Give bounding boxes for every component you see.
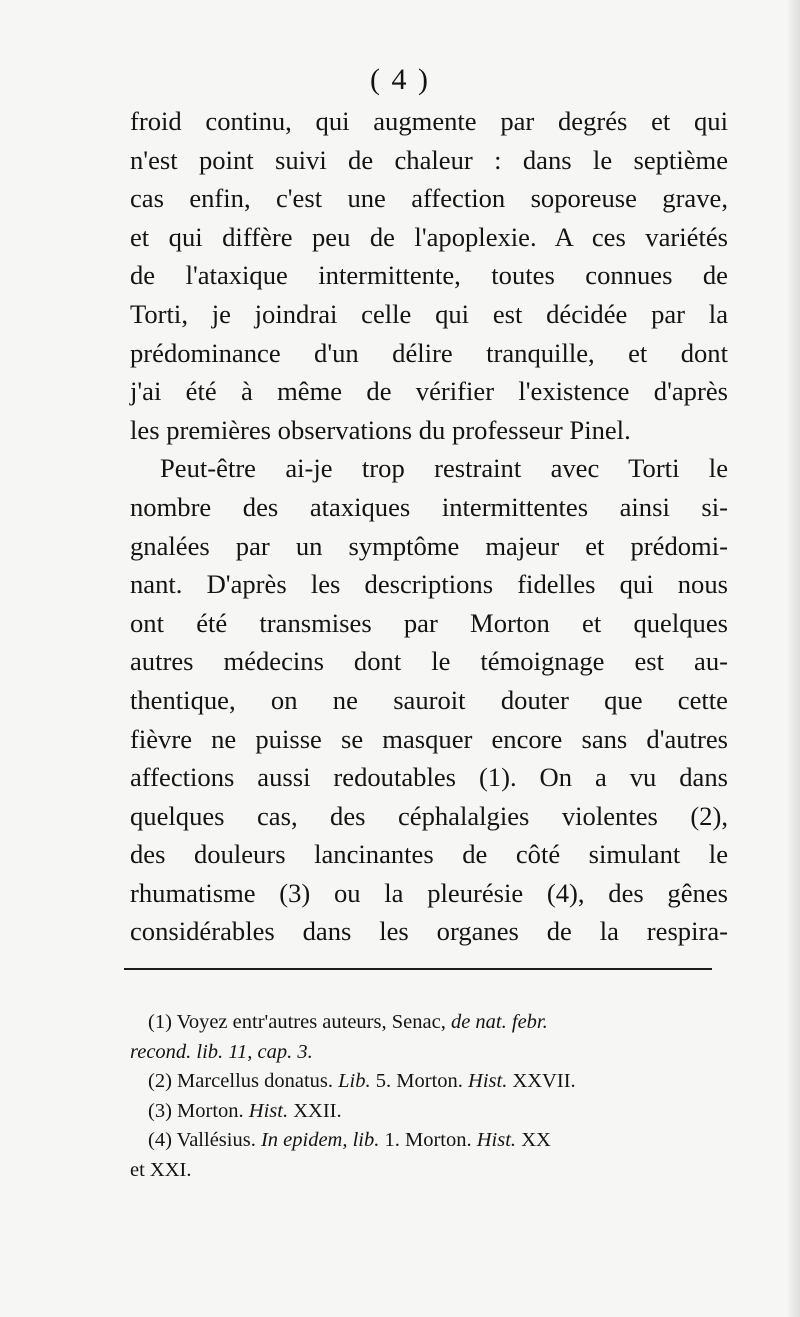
text-line: nant. D'après les descriptions fidelles qui nous <box>130 569 728 600</box>
text-line: fièvre ne puisse se masquer encore sans d'autres <box>130 723 728 754</box>
text-line: Torti, je joindrai celle qui est décidée par la <box>130 298 728 329</box>
text-line: rhumatisme (3) ou la pleurésie (4), des gênes <box>130 877 728 908</box>
footnote-1 <box>130 1008 722 1038</box>
footnote-text: Vallésius. <box>176 1129 256 1151</box>
text-line: des douleurs lancinantes de côté simulant le <box>130 839 728 870</box>
footnote-text: 1. Morton. <box>384 1129 472 1151</box>
footnote-text: Morton. <box>177 1099 244 1122</box>
text-line: les premières observations du professeur Pinel. <box>130 414 631 445</box>
footnote-marker: (4) <box>148 1129 172 1151</box>
text-line: affections aussi redoutables (1). On a vu dans <box>130 762 728 793</box>
footnote-text: XXVII. <box>512 1070 576 1092</box>
text-line: considérables dans les organes de la respira- <box>130 916 728 947</box>
footnote-italic: recond. lib. 11, cap. 3. <box>130 1040 313 1063</box>
footnote-italic: Hist. <box>476 1129 517 1151</box>
footnote-italic: Hist. <box>468 1070 508 1092</box>
footnote-italic: Lib. <box>338 1070 371 1092</box>
footnote-marker: (3) <box>148 1099 172 1122</box>
footnote-marker: (2) <box>148 1070 172 1092</box>
footnote-text: 5. Morton. <box>375 1070 463 1092</box>
text-line: froid continu, qui augmente par degrés et qui <box>130 106 728 136</box>
paragraph-start-line: Peut-être ai-je trop restraint avec Torti le <box>160 453 728 484</box>
text-line: j'ai été à même de vérifier l'existence d'après <box>130 376 728 407</box>
footnote-marker: (1) <box>148 1011 172 1033</box>
page-number: ( 4 ) <box>370 63 430 96</box>
footnote-italic: Hist. <box>248 1099 289 1122</box>
text-line: de l'ataxique intermittente, toutes connues de <box>130 260 728 291</box>
text-line: gnalées par un symptôme majeur et prédomi- <box>130 530 728 561</box>
text-line: et qui diffère peu de l'apoplexie. A ces variétés <box>130 221 728 252</box>
text-line: autres médecins dont le témoignage est au- <box>130 646 728 677</box>
footnote-italic: de nat. febr. <box>450 1011 548 1033</box>
footnote-text: Voyez entr'autres auteurs, Senac, <box>176 1011 446 1033</box>
footnote-4-continuation: et XXI. <box>130 1158 192 1181</box>
footnote-3 <box>130 1097 722 1127</box>
text-line: thentique, on ne sauroit douter que cette <box>130 684 728 715</box>
footnote-italic: In epidem, lib. <box>260 1129 380 1151</box>
text-line: cas enfin, c'est une affection soporeuse grave, <box>130 183 728 214</box>
text-line: ont été transmises par Morton et quelques <box>130 607 728 638</box>
footnote-divider <box>124 968 712 970</box>
text-line: nombre des ataxiques intermittentes ainsi si- <box>130 491 728 522</box>
text-line: quelques cas, des céphalalgies violentes (2), <box>130 800 728 831</box>
page-edge-shadow <box>786 0 800 1317</box>
footnote-4 <box>130 1126 722 1156</box>
footnote-text: XX <box>521 1129 551 1151</box>
footnote-text: Marcellus donatus. <box>177 1070 334 1092</box>
footnote-text: XXII. <box>293 1099 342 1122</box>
footnote-2 <box>130 1067 722 1097</box>
text-line: prédominance d'un délire tranquille, et dont <box>130 337 728 368</box>
footnotes <box>130 1008 722 1185</box>
text-line: n'est point suivi de chaleur : dans le septième <box>130 144 728 175</box>
main-text <box>130 102 728 951</box>
footnote-1-continuation <box>130 1038 722 1068</box>
